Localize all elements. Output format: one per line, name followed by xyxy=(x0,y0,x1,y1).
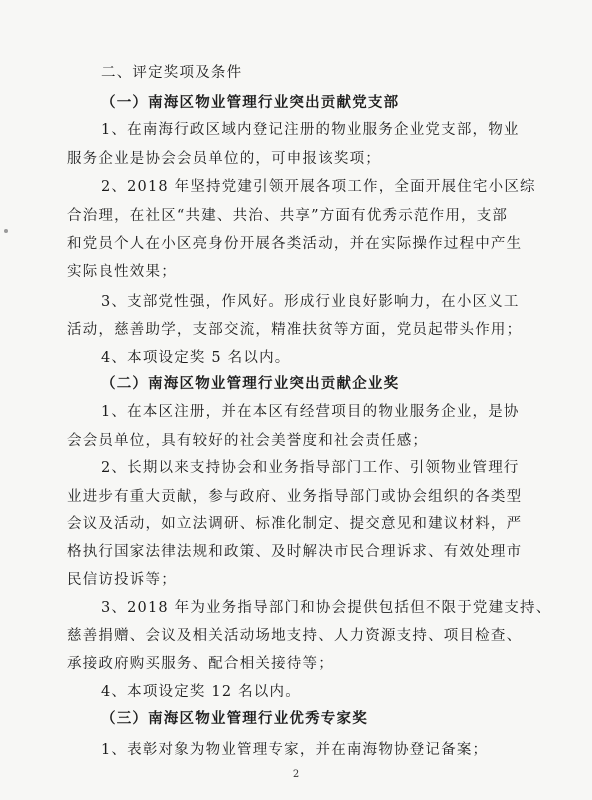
award2-line-4: 业进步有重大贡献，参与政府、业务指导部门或协会组织的各类型 xyxy=(67,489,523,505)
award1-heading: （一）南海区物业管理行业突出贡献党支部 xyxy=(101,94,400,111)
award2-line-8: 3、2018 年为业务指导部门和协会提供包括但不限于党建支持、 xyxy=(101,600,552,616)
award2-line-10: 承接政府购买服务、配合相关接待等； xyxy=(67,656,334,672)
page-number: 2 xyxy=(292,769,300,780)
award3-line-1: 1、表彰对象为物业管理专家，并在南海物协登记备案； xyxy=(101,742,489,758)
award2-line-5: 会议及活动，如立法调研、标准化制定、提交意见和建议材料，严 xyxy=(67,516,523,532)
award2-line-3: 2、长期以来支持协会和业务指导部门工作、引领物业管理行 xyxy=(101,460,520,476)
award2-heading: （二）南海区物业管理行业突出贡献企业奖 xyxy=(101,375,400,392)
section-title: 二、评定奖项及条件 xyxy=(101,65,243,81)
award2-line-6: 格执行国家法律法规和政策、及时解决市民合理诉求、有效处理市 xyxy=(67,544,523,560)
award2-line-1: 1、在本区注册，并在本区有经营项目的物业服务企业，是协 xyxy=(101,404,520,420)
award2-line-11: 4、本项设定奖 12 名以内。 xyxy=(101,684,301,700)
award2-line-2: 会会员单位，具有较好的社会美誉度和社会责任感； xyxy=(67,433,429,449)
award2-line-7: 民信访投诉等； xyxy=(67,572,177,588)
award1-line-2: 服务企业是协会会员单位的，可申报该奖项； xyxy=(67,151,381,167)
award1-line-3: 2、2018 年坚持党建引领开展各项工作，全面开展住宅小区综 xyxy=(101,179,536,195)
award2-line-9: 慈善捐赠、会议及相关活动场地支持、人力资源支持、项目检查、 xyxy=(67,628,523,644)
award1-line-4: 合治理，在社区“共建、共治、共享”方面有优秀示范作用，支部 xyxy=(67,208,509,224)
award1-line-1: 1、在南海行政区域内登记注册的物业服务企业党支部，物业 xyxy=(101,122,520,138)
award3-heading: （三）南海区物业管理行业优秀专家奖 xyxy=(101,710,368,727)
scan-mark xyxy=(4,229,8,233)
award1-line-5: 和党员个人在小区亮身份开展各类活动，并在实际操作过程中产生 xyxy=(67,236,523,252)
award1-line-6: 实际良性效果； xyxy=(67,264,177,280)
award1-line-9: 4、本项设定奖 5 名以内。 xyxy=(101,350,291,366)
award1-line-8: 活动，慈善助学，支部交流，精准扶贫等方面，党员起带头作用； xyxy=(67,322,523,338)
award1-line-7: 3、支部党性强，作风好。形成行业良好影响力，在小区义工 xyxy=(101,294,520,310)
